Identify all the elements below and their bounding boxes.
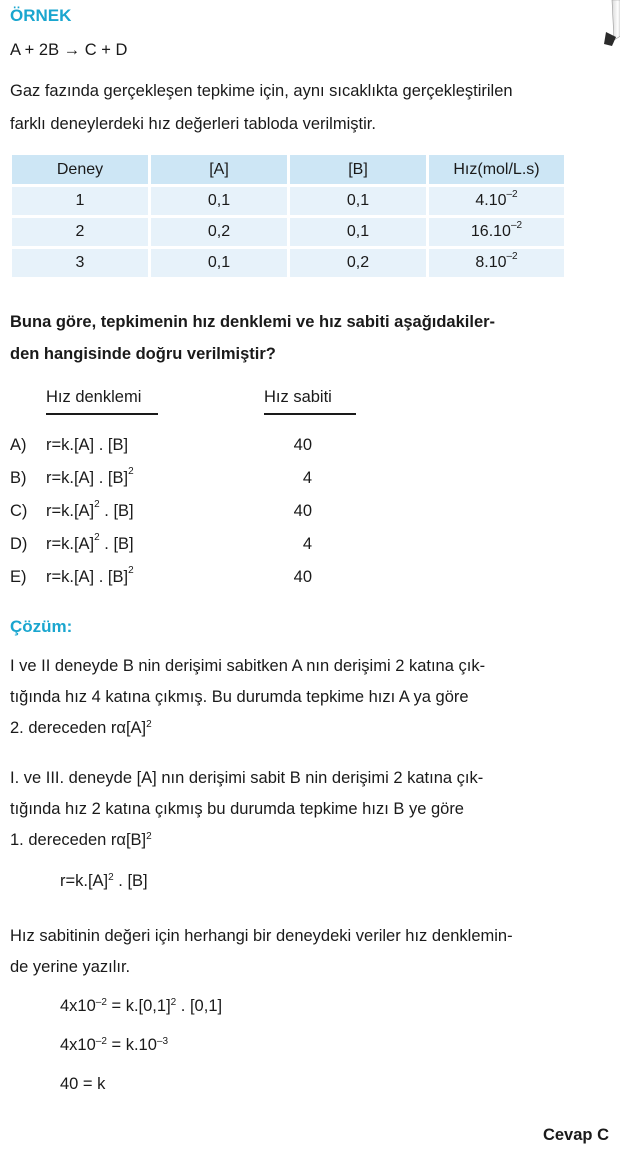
calc-line-3: 40 = k	[60, 1075, 106, 1093]
constant-header-wrap	[264, 388, 356, 415]
table-row	[12, 187, 564, 215]
option-constant: 40	[293, 568, 312, 586]
calc-line-1: $4x10^{-2} = k.[0,1]^2$ . [0,1]	[60, 997, 223, 1015]
table-cell: 0,2	[151, 218, 287, 246]
table-header-a: [A]	[151, 155, 287, 184]
option-constant: 4	[302, 469, 312, 487]
table-cell: 2	[12, 218, 148, 246]
para1-line-1: I ve II deneyde B nin derişimi sabitken A nın derişimi 2 katına çık-	[10, 657, 486, 675]
option-letter: E)	[10, 568, 27, 586]
rate-value: 8.10	[475, 254, 507, 271]
para1-line-2: tığında hız 4 katına çıkmış. Bu durumda tepkime hızı A ya göre	[10, 688, 469, 706]
option-a[interactable]	[0, 436, 620, 469]
equation-column-header: Hız denklemi	[46, 388, 158, 415]
option-b[interactable]	[0, 466, 620, 502]
option-d[interactable]	[0, 532, 620, 568]
answer-label: Cevap C	[542, 1126, 609, 1144]
table-cell: 0,1	[151, 187, 287, 215]
option-constant: 40	[293, 436, 312, 454]
option-equation: $r=k.[A]^2$ . [B]	[46, 499, 134, 520]
rate-exponent: –2	[506, 189, 518, 200]
pen-icon	[598, 0, 620, 48]
rate-table	[9, 152, 567, 280]
option-equation: r=k.[A] . [B]	[46, 436, 129, 454]
rate-exponent: –2	[510, 220, 523, 231]
para2-line-2: tığında hız 2 katına çıkmış bu durumda tepkime hızı B ye göre	[10, 800, 464, 818]
option-letter: D)	[10, 535, 28, 553]
question-line-1: Buna göre, tepkimenin hız denklemi ve hız sabiti aşağıdakiler-	[10, 313, 496, 331]
table-row	[12, 218, 564, 246]
reaction-equation: A + 2B → C + D	[10, 41, 128, 59]
option-equation: r=k.[A] . $[B]^2$	[46, 466, 134, 487]
intro-line-2: farklı deneylerdeki hız değerleri tabloda verilmiştir.	[10, 115, 376, 133]
rate-value: 4.10	[475, 192, 507, 209]
table-cell: 0,2	[290, 249, 426, 277]
table-cell	[429, 249, 564, 277]
table-cell	[429, 187, 564, 215]
table-cell: 1	[12, 187, 148, 215]
option-constant: 4	[302, 535, 312, 553]
table-header-b: [B]	[290, 155, 426, 184]
example-label: ÖRNEK	[10, 6, 72, 25]
para3-line-2: de yerine yazılır.	[10, 958, 131, 976]
table-cell: 3	[12, 249, 148, 277]
solution-label: Çözüm:	[10, 617, 73, 636]
options-list	[0, 436, 620, 601]
table-cell: 0,1	[290, 218, 426, 246]
option-letter: B)	[10, 469, 27, 487]
rate-exponent: –2	[506, 251, 518, 262]
para2-line-3: 1. dereceden $r\alpha[B]^2$	[10, 831, 152, 849]
option-constant: 40	[293, 502, 312, 520]
table-cell: 0,1	[151, 249, 287, 277]
table-cell	[429, 218, 564, 246]
option-letter: A)	[10, 436, 27, 454]
rate-equation: $r=k.[A]^2$ . [B]	[60, 872, 148, 890]
table-cell: 0,1	[290, 187, 426, 215]
option-e[interactable]	[0, 565, 620, 601]
rate-value: 16.10	[470, 223, 511, 240]
table-header-deney: Deney	[12, 155, 148, 184]
table-header-rate: Hız(mol/L.s)	[429, 155, 564, 184]
question-line-2: den hangisinde doğru verilmiştir?	[10, 345, 276, 363]
table-row	[12, 249, 564, 277]
para1-line-3: 2. dereceden $r\alpha[A]^2$	[10, 719, 152, 737]
para2-line-1: I. ve III. deneyde [A] nın derişimi sabit B nin derişimi 2 katına çık-	[10, 769, 484, 787]
option-c[interactable]	[0, 499, 620, 535]
option-equation: r=k.[A] . $[B]^2$	[46, 565, 134, 586]
equation-header-wrap	[46, 388, 158, 415]
constant-column-header: Hız sabiti	[264, 388, 356, 415]
intro-line-1: Gaz fazında gerçekleşen tepkime için, aynı sıcaklıkta gerçekleştirilen	[10, 82, 513, 100]
calc-line-2: $4x10^{-2} = k.10^{-3}$	[60, 1036, 169, 1054]
option-letter: C)	[10, 502, 28, 520]
table-header-row	[12, 155, 564, 184]
para3-line-1: Hız sabitinin değeri için herhangi bir deneydeki veriler hız denklemin-	[10, 927, 513, 945]
option-equation: $r=k.[A]^2$ . [B]	[46, 532, 134, 553]
